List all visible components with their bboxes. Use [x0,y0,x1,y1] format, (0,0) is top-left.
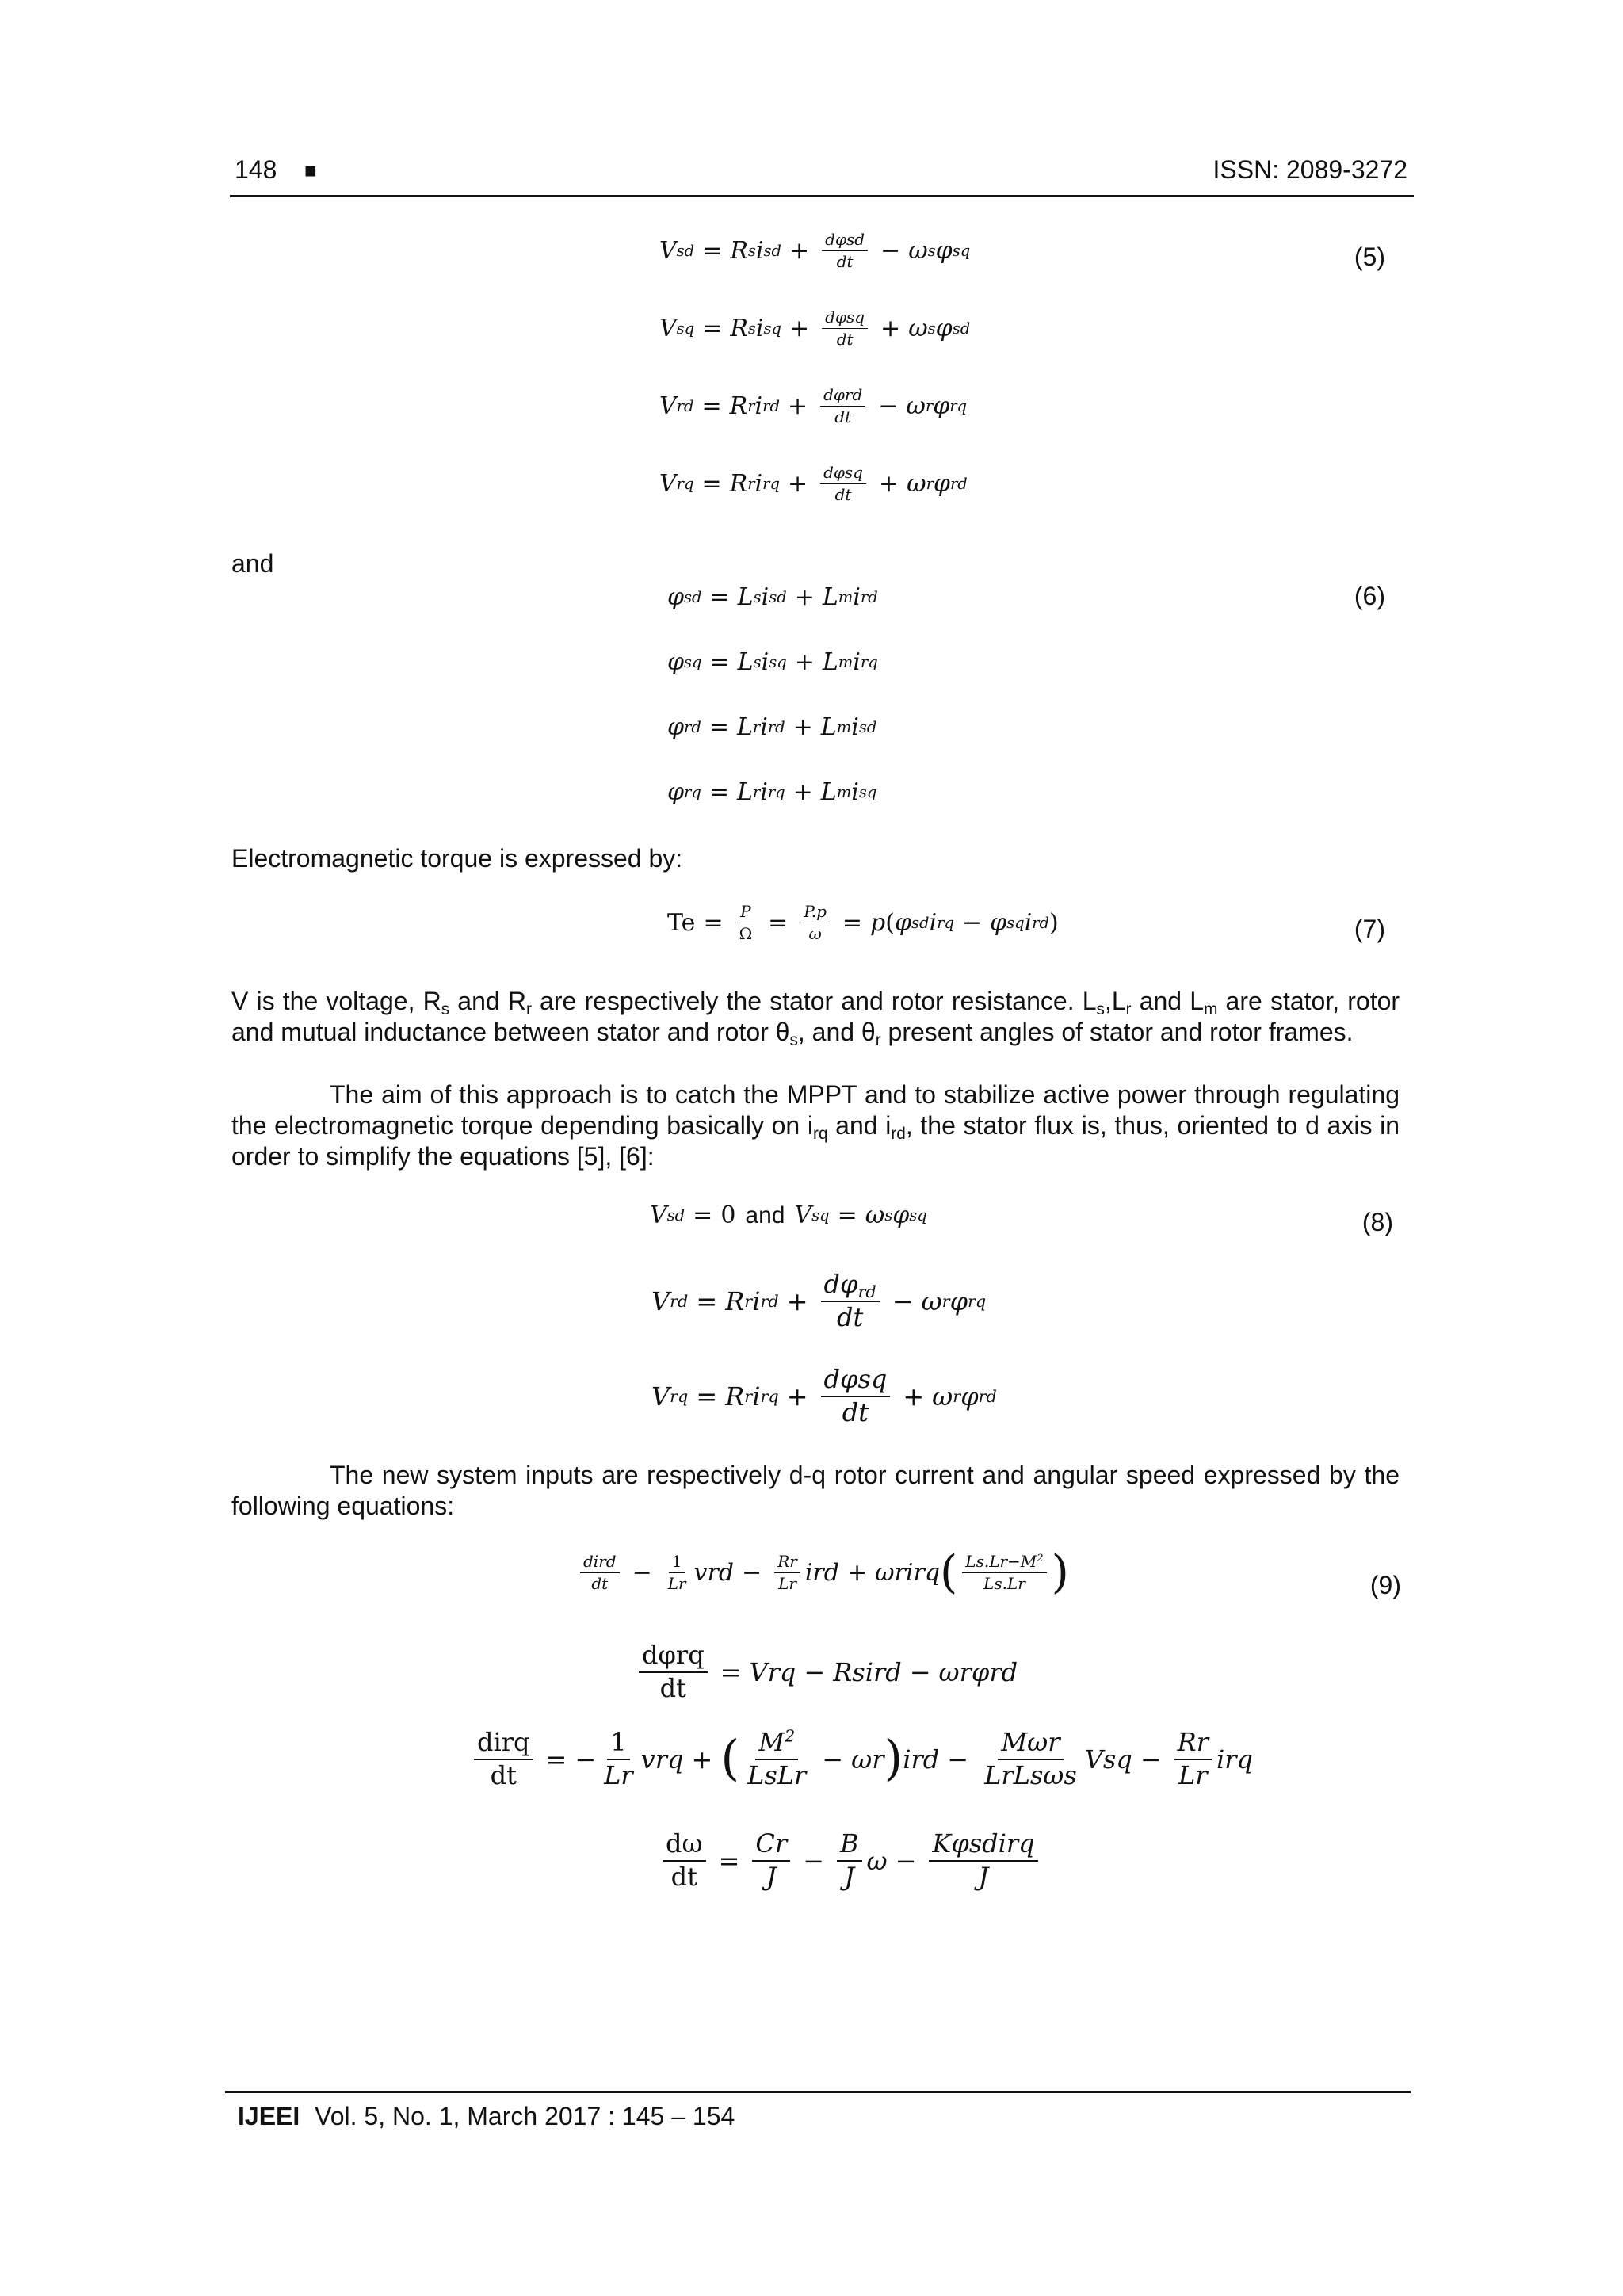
equation-6a: φ sd = L s i sd + L m i rd [667,583,878,611]
and-label: and [231,549,274,578]
equation-9a: $\frac{\text{dird}}{dt}$ − $\frac{1}{Lr}$ vrd − $\frac{Rr}{Lr}$ ird + ωrirq ( $\frac{Ls.Lr-M^2}{Ls.Lr}$ ) [575,1553,1069,1592]
footer-rule [225,2091,1411,2093]
equation-6c: φ rd = L r i rd + L m i sd [667,713,877,741]
equation-5a: V sd = R s i sd + $\frac{\text{dφsd}}{dt}$ − ω s φ sq [659,230,971,271]
equation-8a: V sd = 0 and V sq = ω s φ sq [650,1201,927,1229]
paragraph-definitions: V is the voltage, $R_s$ and $R_r$ are respectively the stator and rotor resistance. $L_s,L_r$ and $L_m$ are stator, rotor and mutual inductance between stator and rotor $\theta_s$, and $\theta_r$ present angles of stator and rotor frames. [231,987,1400,1050]
equation-5b: V sq = R s i sq + $\frac{\text{dφsq}}{dt}$ + ω s φ sd [659,308,971,349]
equation-number-8: (8) [1361,1208,1393,1236]
equation-7: Te = $\frac{P}{\Omega}$ = $\frac{P.p}{\omega}$ = p ( φ sd i rq − φ sq i rd ) [667,902,1059,943]
equation-number-6: (6) [1354,582,1385,610]
journal-issn: ISSN: 2089-3272 [1212,155,1407,184]
header-rule [230,195,1414,197]
footer [238,2102,735,2131]
paragraph-aim: The aim of this approach is to catch the MPPT and to stabilize active power through regulating the electromagnetic torque depending basically on $i_{rq}$ and $i_{rd}$, the stator flux is, thus, oriented to d axis in order to simplify the equations [5], [6]: [231,1080,1400,1171]
footer-journal: IJEEI [238,2102,300,2130]
equation-8c: V rq = R r i rq + $\frac{\text{dφsq}}{dt}$ + ω r φ rd [651,1364,997,1427]
page-number: 148 [235,155,277,184]
equation-5c: V rd = R r i rd + $\frac{\text{dφrd}}{dt}$ − ω r φ rq [659,385,968,426]
equation-9b: $\frac{\text{dφrq}}{dt}$ = Vrq − Rsird − ωrφrd [634,1642,1018,1702]
footer-citation: Vol. 5, No. 1, March 2017 : 145 – 154 [315,2102,735,2130]
equation-6d: φ rq = L r i rq + L m i sq [667,778,877,806]
torque-intro: Electromagnetic torque is expressed by: [231,844,683,873]
equation-8b: V rd = R r i rd + $\frac{d\varphi_{rd}}{dt}$ − ω r φ rq [651,1269,987,1332]
equation-number-5: (5) [1354,243,1385,271]
header-marker: ■ [304,159,317,182]
equation-9d: $\frac{d\omega}{dt}$ = $\frac{Cr}{J}$ − $\frac{B}{J}$ ω − $\frac{\text{Kφsdirq}}{J}$ [658,1831,1043,1890]
equation-6b: φ sq = L s i sq + L m i rq [667,648,878,676]
equation-number-7: (7) [1354,915,1385,943]
equation-5d: V rq = R r i rq + $\frac{\text{dφsq}}{dt}$ + ω r φ rd [659,463,968,504]
equation-9c: $\frac{\text{dirq}}{dt}$ = − $\frac{1}{Lr}$ vrq + ( $\frac{M^2}{\text{LsLr}}$ − ωr ) ird − $\frac{\text{Mωr}}{\text{LrLsωs}}$ Vsq − $\frac{Rr}{Lr}$ irq [469,1729,1253,1789]
equation-number-9: (9) [1369,1571,1401,1599]
paragraph-inputs: The new system inputs are respectively d-q rotor current and angular speed expressed by the following equations: [231,1461,1400,1520]
